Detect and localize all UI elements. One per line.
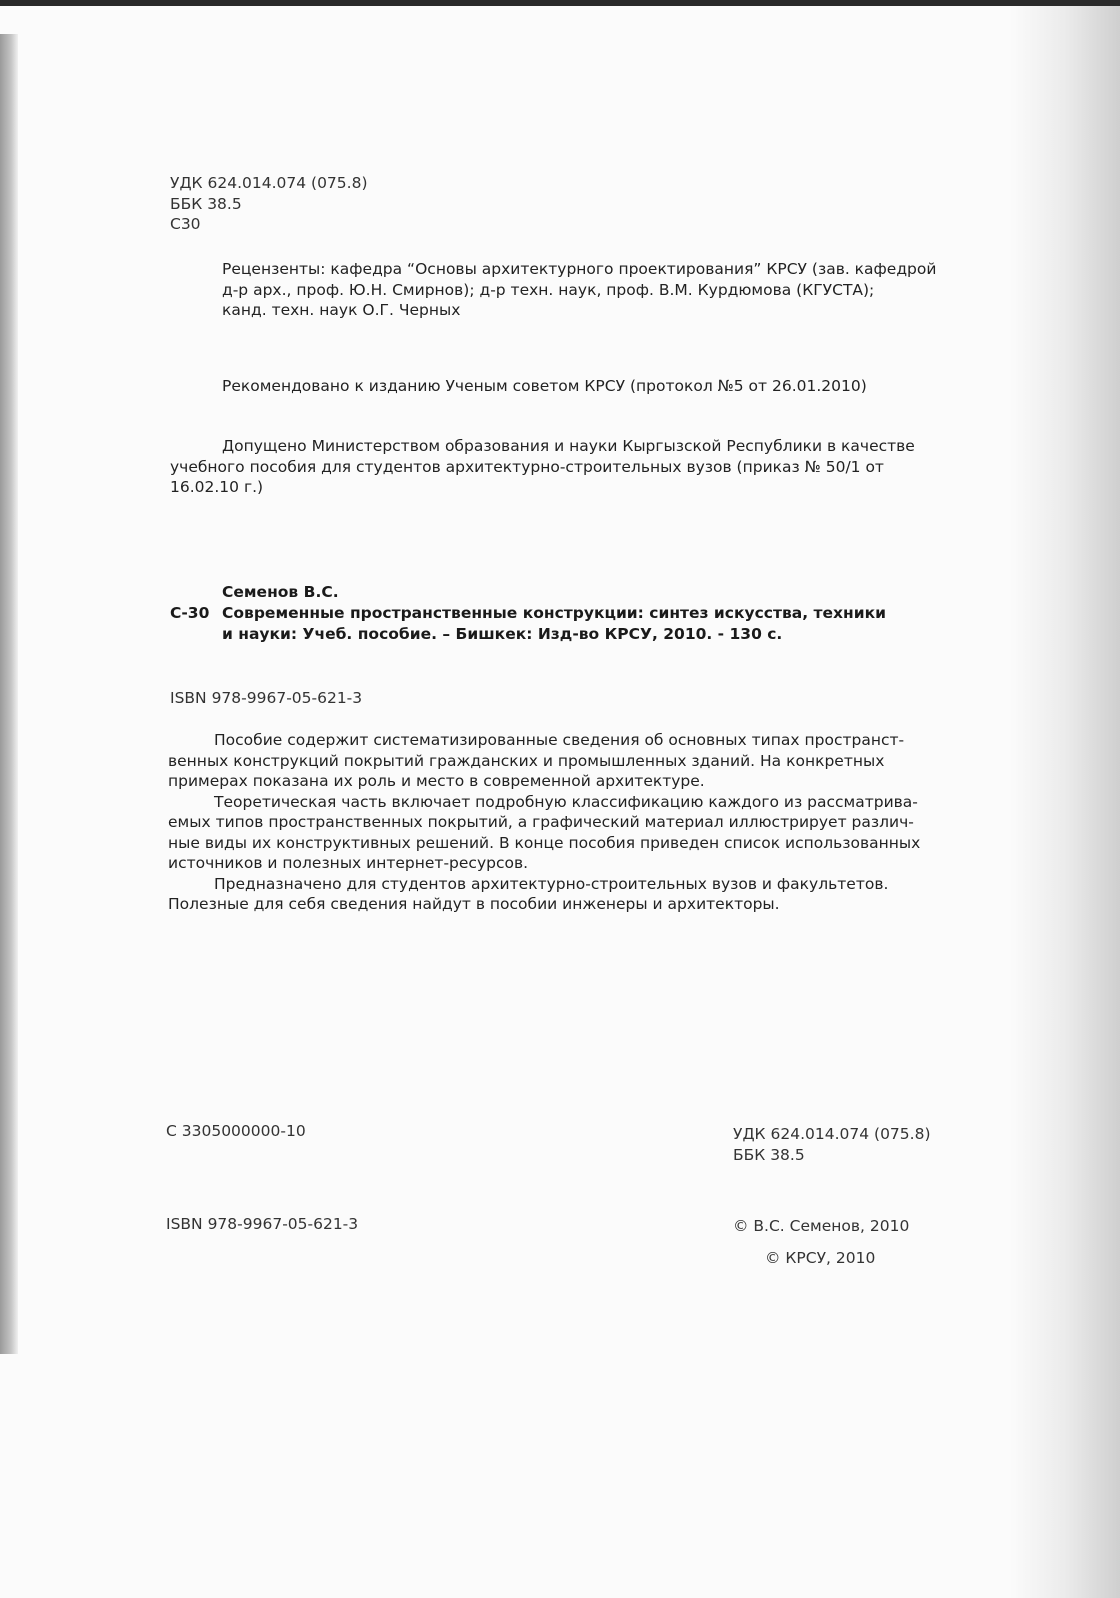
approved-line: учебного пособия для студентов архитектурно-строительных вузов (приказ № 50/1 от <box>170 457 884 476</box>
udk-code: УДК 624.014.074 (075.8) <box>170 174 368 192</box>
annotation-line: примерах показана их роль и место в современной архитектуре. <box>168 772 705 790</box>
annotation-line: Предназначено для студентов архитектурно-строительных вузов и факультетов. <box>214 874 889 893</box>
imprint-code <box>166 1121 306 1142</box>
recommended-text: Рекомендовано к изданию Ученым советом КРСУ (протокол №5 от 26.01.2010) <box>222 377 867 395</box>
imprint-isbn-text: ISBN 978-9967-05-621-3 <box>166 1215 359 1233</box>
copyright-publisher <box>765 1248 875 1269</box>
approved-statement <box>170 436 960 498</box>
annotation-line: венных конструкций покрытий гражданских и промышленных зданий. На конкретных <box>168 751 885 770</box>
author-mark: С30 <box>170 215 201 233</box>
annotation-paragraph <box>168 730 958 915</box>
annotation-line: источников и полезных интернет-ресурсов. <box>168 854 529 872</box>
reviewers-line: канд. техн. наук О.Г. Черных <box>222 301 461 319</box>
annotation-line: Полезные для себя сведения найдут в пособии инженеры и архитекторы. <box>168 895 780 913</box>
isbn-text: ISBN 978-9967-05-621-3 <box>170 689 363 707</box>
copyright-publisher-text: © КРСУ, 2010 <box>765 1249 876 1267</box>
author-name: Семенов В.С. <box>222 583 339 601</box>
annotation-line: Теоретическая часть включает подробную классификацию каждого из рассматрива- <box>214 792 918 811</box>
bibliographic-catalog-code <box>170 603 209 624</box>
reviewers-line: Рецензенты: кафедра “Основы архитектурного проектирования” КРСУ (зав. кафедрой <box>222 260 937 278</box>
reviewers-paragraph <box>222 259 962 321</box>
title-line: Современные пространственные конструкции: синтез искусства, техники <box>222 604 886 622</box>
title-line: и науки: Учеб. пособие. – Бишкек: Изд-во КРСУ, 2010. - 130 с. <box>222 624 783 643</box>
imprint-bbk: ББК 38.5 <box>733 1145 805 1164</box>
annotation-line: ные виды их конструктивных решений. В конце пособия приведен список использованных <box>168 833 921 852</box>
imprint-udk: УДК 624.014.074 (075.8) <box>733 1125 931 1143</box>
annotation-line: емых типов пространственных покрытий, а графический материал иллюстрирует различ- <box>168 813 914 831</box>
catalog-code-text: С-30 <box>170 604 210 622</box>
copyright-author <box>733 1216 909 1237</box>
bibliographic-title <box>222 603 942 644</box>
isbn-top <box>170 688 362 709</box>
page-binding-shadow <box>0 34 18 1354</box>
reviewers-line: д-р арх., проф. Ю.Н. Смирнов); д-р техн. наук, проф. В.М. Курдюмова (КГУСТА); <box>222 280 875 299</box>
page-edge-shadow <box>1010 6 1120 1598</box>
imprint-classification <box>733 1124 931 1165</box>
book-page <box>0 6 1120 1598</box>
copyright-author-text: © В.С. Семенов, 2010 <box>733 1217 910 1235</box>
approved-line: 16.02.10 г.) <box>170 478 264 496</box>
annotation-line: Пособие содержит систематизированные сведения об основных типах пространст- <box>214 731 905 749</box>
imprint-isbn <box>166 1214 358 1235</box>
approved-line: Допущено Министерством образования и науки Кыргызской Республики в качестве <box>222 437 915 455</box>
bbk-code: ББК 38.5 <box>170 194 242 213</box>
imprint-code-text: С 3305000000-10 <box>166 1122 306 1140</box>
bibliographic-author <box>222 582 339 603</box>
recommended-statement <box>222 376 867 397</box>
classification-block <box>170 173 368 235</box>
